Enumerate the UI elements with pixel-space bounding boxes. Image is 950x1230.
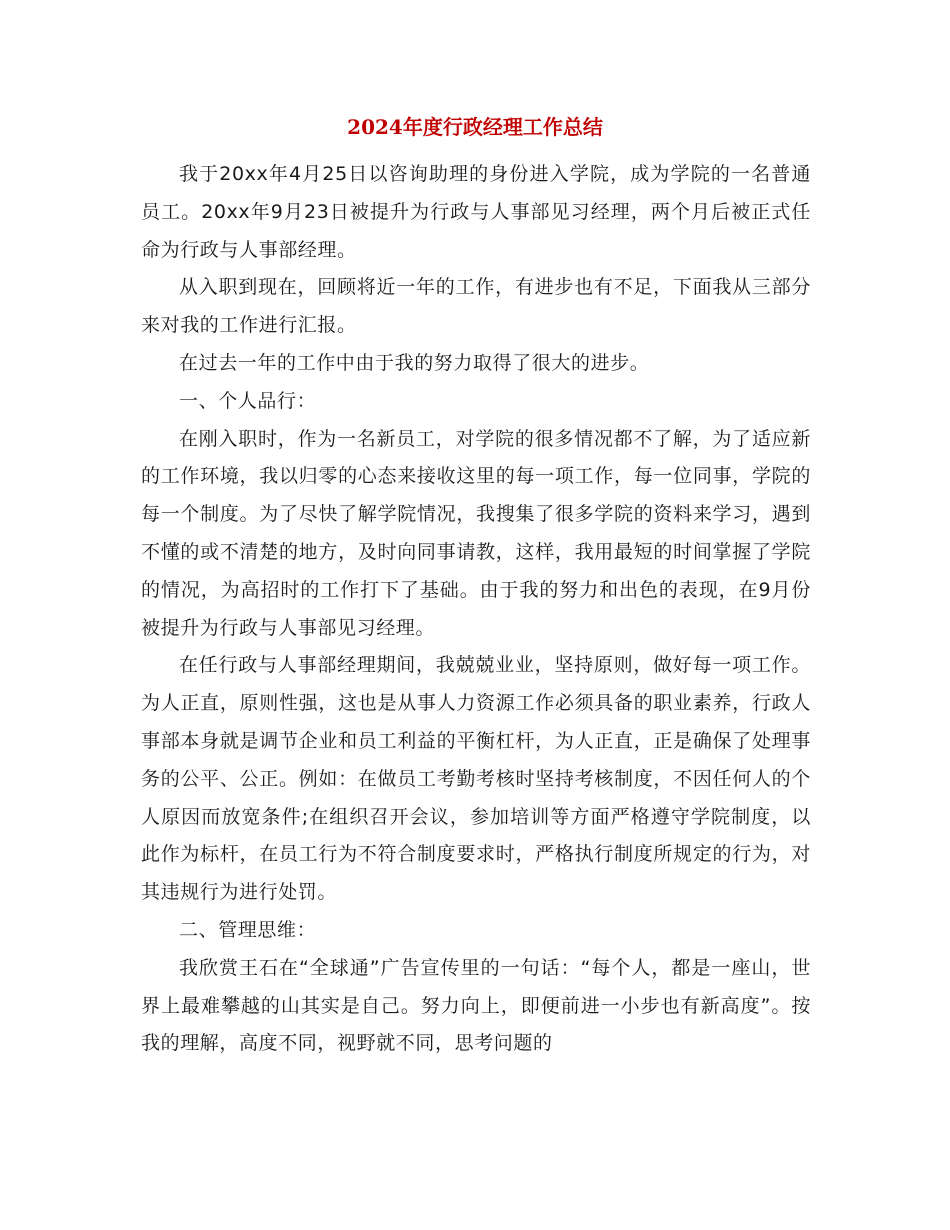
paragraph-1: 我于20xx年4月25日以咨询助理的身份进入学院，成为学院的一名普通员工。20xx年9月23日被提升为行政与人事部见习经理，两个月后被正式任命为行政与人事部经理。 [141, 163, 811, 261]
paragraph-3: 在过去一年的工作中由于我的努力取得了很大的进步。 [179, 351, 650, 374]
paragraph-5: 在任行政与人事部经理期间，我兢兢业业，坚持原则，做好每一项工作。为人正直，原则性强，这也是从事人力资源工作必须具备的职业素养，行政人事部本身就是调节企业和员工利益的平衡杠杆，为人正直，正是确保了处理事务的公平、公正。例如：在做员工考勤考核时坚持考核制度，不因任何人的个人原因而放宽条件;在组织召开会议，参加培训等方面严格遵守学院制度，以此作为标杆，在员工行为不符合制度要求时，严格执行制度所规定的行为，对其违规行为进行处罚。 [141, 654, 811, 904]
paragraph-4: 在刚入职时，作为一名新员工，对学院的很多情况都不了解，为了适应新的工作环境，我以归零的心态来接收这里的每一项工作，每一位同事，学院的每一个制度。为了尽快了解学院情况，我搜集了很多学院的资料来学习，遇到不懂的或不清楚的地方，及时向同事请教，这样，我用最短的时间掌握了学院的情况，为高招时的工作打下了基础。由于我的努力和出色的表现，在9月份被提升为行政与人事部见习经理。 [141, 427, 811, 639]
document-title: 2024年度行政经理工作总结 [347, 115, 603, 139]
paragraph-2: 从入职到现在，回顾将近一年的工作，有进步也有不足，下面我从三部分来对我的工作进行汇报。 [141, 276, 811, 337]
paragraph-6: 我欣赏王石在“全球通”广告宣传里的一句话：“每个人，都是一座山，世界上最难攀越的山其实是自己。努力向上，即便前进一小步也有新高度”。按我的理解，高度不同，视野就不同，思考问题的 [141, 956, 811, 1055]
section-heading-management-thinking: 二、管理思维： [179, 918, 317, 941]
document-body [141, 156, 811, 1063]
section-heading-personal-conduct: 一、个人品行： [179, 389, 317, 412]
